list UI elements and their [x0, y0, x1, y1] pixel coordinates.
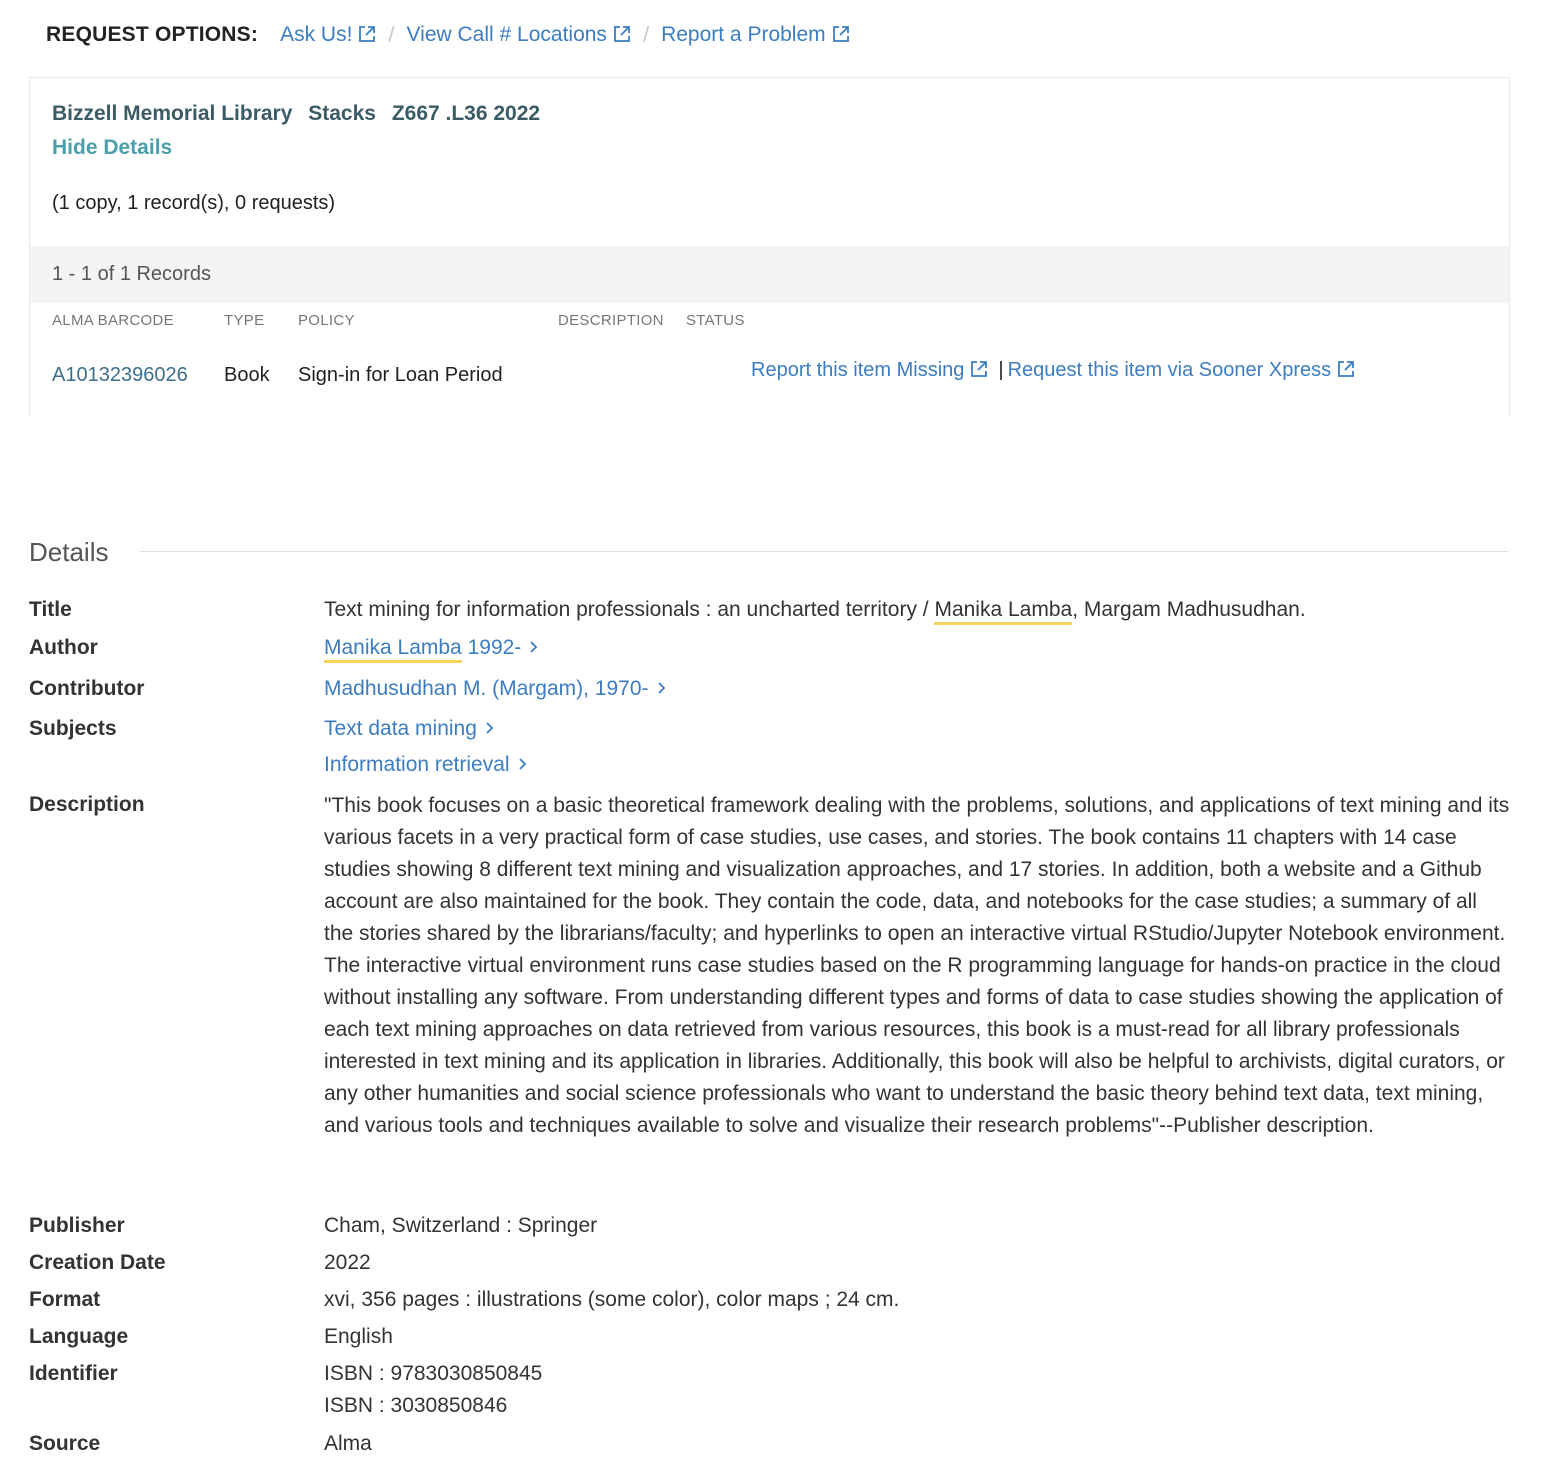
identifier-isbn-13: ISBN : 9783030850845: [324, 1362, 543, 1385]
external-link-icon: [970, 360, 988, 378]
contributor-value: [324, 677, 667, 701]
item-type: Book: [224, 364, 270, 386]
language-label: Language: [29, 1325, 129, 1348]
external-link-icon: [613, 25, 631, 43]
creation-date-label: Creation Date: [29, 1251, 166, 1274]
hide-details-link[interactable]: Hide Details: [52, 136, 173, 159]
report-missing-label: Report this item Missing: [751, 359, 965, 381]
breadcrumb-separator: /: [388, 22, 395, 47]
report-problem-label: Report a Problem: [661, 23, 826, 46]
column-header-type: TYPE: [224, 312, 265, 329]
column-header-policy: POLICY: [298, 312, 355, 329]
report-problem-link[interactable]: [661, 23, 850, 47]
subject-item: [324, 753, 528, 777]
link-separator: |: [998, 359, 1004, 381]
title-value: [324, 598, 1306, 622]
publisher-label: Publisher: [29, 1214, 125, 1237]
format-label: Format: [29, 1288, 101, 1311]
records-count-bar: [30, 246, 1509, 303]
author-name: Manika Lamba: [324, 636, 462, 663]
column-header-barcode: ALMA BARCODE: [52, 312, 174, 329]
column-header-status: STATUS: [686, 312, 745, 329]
author-label: Author: [29, 636, 98, 659]
title-author-highlight: Manika Lamba: [934, 598, 1072, 625]
request-options-bar: [46, 20, 850, 50]
title-text: Text mining for information professionals : an uncharted territory /: [324, 598, 935, 621]
publisher-value: Cham, Switzerland : Springer: [324, 1214, 598, 1237]
language-value: English: [324, 1325, 393, 1348]
identifier-isbn-10: ISBN : 3030850846: [324, 1394, 508, 1417]
subject-link-information-retrieval[interactable]: [324, 753, 528, 776]
author-value: [324, 636, 539, 660]
contributor-name: Madhusudhan M. (Margam), 1970-: [324, 677, 649, 700]
chevron-right-icon: [657, 681, 667, 695]
contributor-link[interactable]: [324, 677, 667, 700]
title-label: Title: [29, 598, 72, 621]
source-value: Alma: [324, 1432, 372, 1455]
external-link-icon: [832, 25, 850, 43]
library-name: Bizzell Memorial Library: [52, 102, 293, 125]
external-link-icon: [358, 25, 376, 43]
subject-label: Text data mining: [324, 717, 477, 740]
location-heading: [52, 102, 550, 126]
external-link-icon: [1337, 360, 1355, 378]
request-sooner-xpress-label: Request this item via Sooner Xpress: [1007, 359, 1332, 381]
ask-us-link[interactable]: [280, 23, 376, 47]
format-value: xvi, 356 pages : illustrations (some color), color maps ; 24 cm.: [324, 1288, 900, 1311]
chevron-right-icon: [485, 721, 495, 735]
subject-link-text-data-mining[interactable]: [324, 717, 495, 740]
item-status-links: [751, 359, 1355, 382]
author-link[interactable]: [324, 636, 539, 659]
chevron-right-icon: [518, 757, 528, 771]
creation-date-value: 2022: [324, 1251, 371, 1274]
report-missing-link[interactable]: [751, 359, 988, 381]
column-header-description: DESCRIPTION: [558, 312, 664, 329]
description-label: Description: [29, 793, 145, 816]
request-options-label: REQUEST OPTIONS:: [46, 23, 259, 46]
records-count: 1 - 1 of 1 Records: [52, 263, 211, 285]
source-label: Source: [29, 1432, 101, 1455]
chevron-right-icon: [529, 640, 539, 654]
details-heading: Details: [29, 537, 109, 567]
title-text-end: , Margam Madhusudhan.: [1072, 598, 1306, 621]
author-dates: 1992-: [461, 636, 522, 659]
identifier-label: Identifier: [29, 1362, 118, 1385]
subject-item: [324, 717, 495, 741]
view-call-locations-link[interactable]: [407, 23, 631, 47]
ask-us-label: Ask Us!: [280, 23, 353, 46]
request-sooner-xpress-link[interactable]: [1008, 359, 1356, 381]
view-call-locations-label: View Call # Locations: [406, 23, 607, 46]
subjects-label: Subjects: [29, 717, 117, 740]
copies-summary: (1 copy, 1 record(s), 0 requests): [52, 192, 336, 214]
description-value: "This book focuses on a basic theoretical framework dealing with the problems, solutions, and applications of text mining and its various facets in a very practical form of case studies, use cases, and stories. The book contains 11 chapters with 14 case studies showing 8 different text mining and visualization approaches, and 17 stories. In addition, both a website and a Github account are also maintained for the book. They contain the code, data, and notebooks for the case studies; a summary of all the stories shared by the librarians/faculty; and hyperlinks to open an interactive virtual RStudio/Jupyter Notebook environment. The interactive virtual environment runs case studies based on the R programming language for hands-on practice in the cloud without installing any software. From understanding different types and forms of data to case studies showing the application of each text mining approaches on data retrieved from various resources, this book is a must-read for all library professionals interested in text mining and its application in libraries. Additionally, this book will also be helpful to archivists, digital curators, or any other humanities and social science professionals who want to understand the basic theory behind text data, text mining, and various tools and techniques available to solve and visualize their research problems"--Publisher description.: [324, 794, 1510, 1137]
call-number: Z667 .L36 2022: [391, 102, 541, 125]
item-barcode[interactable]: A10132396026: [52, 364, 188, 386]
collection-name: Stacks: [308, 102, 376, 125]
holdings-panel: [29, 77, 1510, 416]
details-divider: [140, 551, 1508, 552]
item-policy: Sign-in for Loan Period: [298, 364, 503, 386]
contributor-label: Contributor: [29, 677, 145, 700]
breadcrumb-separator: /: [642, 22, 650, 47]
subject-label: Information retrieval: [324, 753, 510, 776]
